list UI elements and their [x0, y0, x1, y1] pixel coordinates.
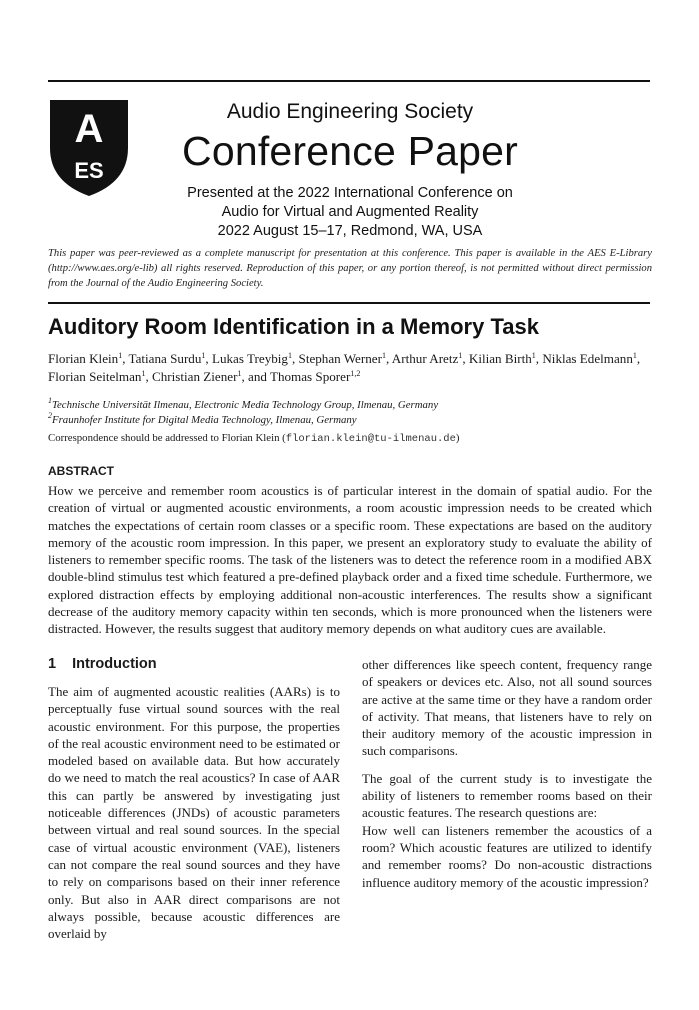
author-affiliation-mark: 1	[381, 351, 386, 360]
presented-line: 2022 August 15–17, Redmond, WA, USA	[217, 223, 483, 239]
intro-left-column	[48, 683, 340, 942]
author-separator: ,	[122, 351, 129, 366]
section-number: 1	[48, 656, 57, 672]
abstract-body: How we perceive and remember room acoustics is of particular interest in the domain of spatial audio. For the creation of virtual or augmented acoustic environments, a room acoustic impression needs to be created which matches the expectations of certain room classes or a specific room. These expectations are based on the auditory memory of the acoustic room impression. In this paper, we present an exploratory study to evaluate the ability of listeners to remember specific rooms. The task of the listeners was to detect the reference room in a modified ABX double-blind stimulus test which featured a pre-defined playback order and a fixed time schedule. Furthermore, we explored distraction effects by employing additional non-acoustic interferences. The results show a significant decrease of the auditory memory capacity within ten seconds, which is more pronounced when the listeners were distracted. However, the results suggest that auditory memory depends on what auditory cues are available.	[48, 483, 652, 637]
aes-logo	[48, 98, 130, 198]
author-affiliation-mark: 1	[237, 369, 242, 378]
author-affiliation-mark: 1,2	[350, 369, 361, 378]
author-separator: ,	[145, 369, 153, 384]
author-name: Florian Klein	[48, 351, 119, 366]
author-name: Kilian Birth	[468, 351, 532, 366]
affiliation-mark: 2	[48, 411, 52, 420]
presented-at	[130, 184, 570, 241]
author-name: Tatiana Surdu	[128, 351, 202, 366]
intro-right-column	[362, 656, 652, 891]
author-line	[48, 350, 652, 368]
author-name: Lukas Treybig	[211, 351, 288, 366]
author-separator: ,	[462, 351, 469, 366]
author-separator: ,	[291, 351, 299, 366]
author-affiliation-mark: 1	[458, 351, 463, 360]
paper-title: Auditory Room Identification in a Memory Task	[48, 314, 539, 339]
author-name: Thomas Sporer	[269, 369, 351, 384]
intro-paragraph: The aim of augmented acoustic realities (AARs) is to perceptually fuse virtual sound sources with the real acoustic environment. For this purpose, the properties of the real acoustic environment need to be estimated or modeled based on available data. But how accurately do we need to match the real acoustics? In case of AAR this can partly be answered by investigating just noticeable differences (JNDs) of acoustic parameters between virtual and real sound sources. In the special case of virtual acoustic environment (VAE), listeners can not compare the real sound sources and they have to rely on comparisons based on their inner reference only. But also in AAR direct comparisons are not always possible, because acoustic differences are overlaid by	[48, 684, 340, 942]
author-affiliation-mark: 1	[141, 369, 146, 378]
author-affiliation-mark: 1	[201, 351, 206, 360]
section-title: Introduction	[72, 656, 157, 672]
author-separator: ,	[205, 351, 212, 366]
presented-line: Presented at the 2022 International Conference on	[187, 185, 513, 201]
author-line	[48, 368, 652, 386]
abstract-heading: ABSTRACT	[48, 464, 114, 478]
top-rule	[48, 80, 650, 82]
intro-paragraph: How well can listeners remember the acoustics of a room? Which acoustic features are utilized to identify and remember rooms? Do non-acoustic distractions influence auditory memory of the acoustic impression?	[362, 822, 652, 890]
logo-letters-es: ES	[74, 158, 104, 183]
affiliation	[48, 398, 652, 413]
peer-review-note: This paper was peer-reviewed as a complete manuscript for presentation at this conference. This paper is available in the AES E-Library (http://www.aes.org/e-lib) all rights reserved. Reproduction of this paper, or any portion thereof, is not permitted without direct permission from the Journal of the Audio Engineering Society.	[48, 248, 652, 289]
logo-letter-a: A	[74, 107, 104, 151]
affiliation	[48, 413, 652, 428]
affiliation-list	[48, 398, 652, 428]
conference-paper-title: Conference Paper	[182, 128, 518, 174]
author-separator: ,	[636, 351, 641, 366]
correspondence-prefix: Correspondence should be addressed to Florian Klein (	[48, 432, 286, 444]
author-separator: , and	[241, 369, 270, 384]
affiliation-mark: 1	[48, 396, 52, 405]
society-name: Audio Engineering Society	[226, 100, 474, 123]
author-affiliation-mark: 1	[287, 351, 292, 360]
author-name: Stephan Werner	[298, 351, 382, 366]
author-list	[48, 350, 652, 386]
section-rule	[48, 302, 650, 304]
presented-line: Audio for Virtual and Augmented Reality	[221, 204, 479, 220]
correspondence	[48, 432, 460, 445]
author-name: Florian Seitelman	[48, 369, 142, 384]
intro-paragraph: other differences like speech content, frequency range of speakers or devices etc. Also, not all sound sources are active at the same time or they have a random order of activity. That means, that listeners have to rely on their auditory memory of the acoustic impression in such comparisons.	[362, 657, 652, 759]
author-affiliation-mark: 1	[531, 351, 536, 360]
author-separator: ,	[535, 351, 543, 366]
affiliation-text: Technische Universität Ilmenau, Electronic Media Technology Group, Ilmenau, Germany	[52, 399, 439, 411]
section-heading	[48, 656, 157, 672]
author-name: Arthur Aretz	[391, 351, 459, 366]
author-name: Christian Ziener	[152, 369, 238, 384]
correspondence-email[interactable]: florian.klein@tu-ilmenau.de	[285, 433, 456, 445]
affiliation-text: Fraunhofer Institute for Digital Media Technology, Ilmenau, Germany	[52, 414, 357, 426]
intro-paragraph: The goal of the current study is to investigate the ability of listeners to remember rooms based on their acoustic features. The research questions are:	[362, 770, 652, 821]
author-name: Niklas Edelmann	[542, 351, 633, 366]
author-separator: ,	[385, 351, 392, 366]
correspondence-suffix: )	[455, 432, 460, 444]
author-affiliation-mark: 1	[118, 351, 123, 360]
author-affiliation-mark: 1	[632, 351, 637, 360]
